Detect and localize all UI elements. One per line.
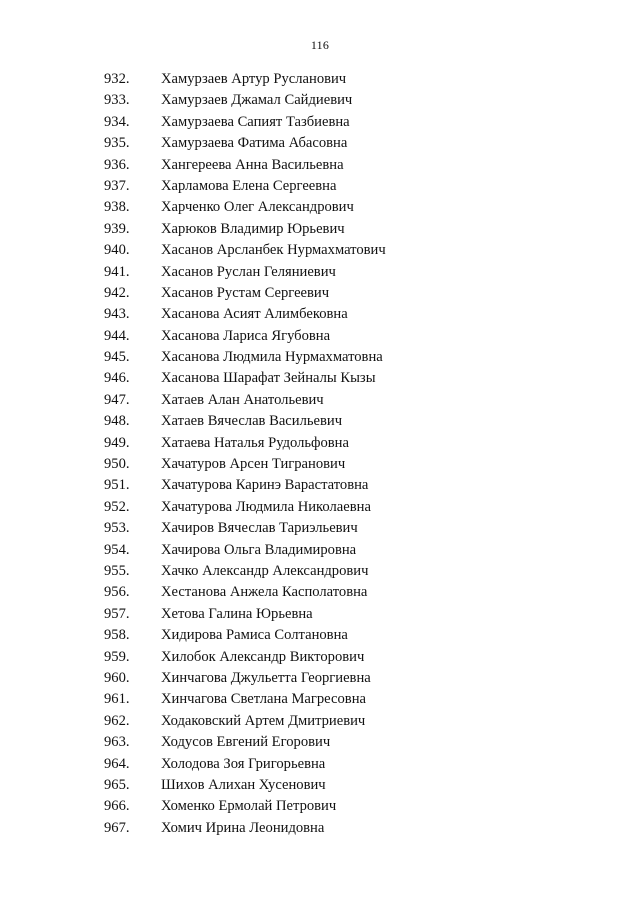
list-item bbox=[0, 176, 640, 197]
entry-name: Хомич Ирина Леонидовна bbox=[161, 819, 325, 836]
entry-name: Хамурзаев Джамал Сайдиевич bbox=[161, 92, 353, 109]
entry-name: Хасанова Лариса Ягубовна bbox=[161, 327, 331, 344]
entry-name: Хасанов Арсланбек Нурмахматович bbox=[161, 242, 386, 259]
list-item bbox=[0, 818, 640, 839]
entry-name: Хасанова Людмила Нурмахматовна bbox=[161, 349, 383, 366]
list-item bbox=[0, 689, 640, 710]
entry-name: Хачко Александр Александрович bbox=[161, 562, 369, 579]
page-number: 116 bbox=[310, 38, 330, 52]
entry-number: 951. bbox=[104, 477, 130, 494]
entry-name: Хатаев Алан Анатольевич bbox=[161, 391, 324, 408]
entry-number: 954. bbox=[104, 541, 130, 558]
list-item bbox=[0, 133, 640, 154]
list-item bbox=[0, 240, 640, 261]
entry-name: Хачатурова Каринэ Варастатовна bbox=[161, 477, 369, 494]
list-item bbox=[0, 368, 640, 389]
list-item bbox=[0, 711, 640, 732]
list-item bbox=[0, 561, 640, 582]
list-item bbox=[0, 197, 640, 218]
list-item bbox=[0, 796, 640, 817]
entry-number: 960. bbox=[104, 669, 130, 686]
name-list bbox=[0, 69, 640, 839]
entry-number: 945. bbox=[104, 349, 130, 366]
entry-name: Хилобок Александр Викторович bbox=[161, 648, 365, 665]
entry-number: 961. bbox=[104, 691, 130, 708]
entry-name: Хасанова Шарафат Зейналы Кызы bbox=[161, 370, 376, 387]
list-item bbox=[0, 604, 640, 625]
entry-number: 934. bbox=[104, 113, 130, 130]
entry-number: 937. bbox=[104, 177, 130, 194]
entry-number: 936. bbox=[104, 156, 130, 173]
entry-name: Ходусов Евгений Егорович bbox=[161, 734, 331, 751]
entry-name: Хинчагова Светлана Магресовна bbox=[161, 691, 366, 708]
entry-number: 941. bbox=[104, 263, 130, 280]
list-item bbox=[0, 304, 640, 325]
entry-name: Хамурзаева Сапият Тазбиевна bbox=[161, 113, 350, 130]
entry-number: 964. bbox=[104, 755, 130, 772]
entry-number: 947. bbox=[104, 391, 130, 408]
entry-name: Ходаковский Артем Дмитриевич bbox=[161, 712, 366, 729]
list-item bbox=[0, 625, 640, 646]
entry-name: Хетова Галина Юрьевна bbox=[161, 605, 313, 622]
list-item bbox=[0, 775, 640, 796]
entry-name: Шихов Алихан Хусенович bbox=[161, 776, 326, 793]
entry-number: 962. bbox=[104, 712, 130, 729]
entry-number: 948. bbox=[104, 413, 130, 430]
entry-name: Хоменко Ермолай Петрович bbox=[161, 798, 337, 815]
list-item bbox=[0, 112, 640, 133]
entry-name: Хидирова Рамиса Солтановна bbox=[161, 627, 348, 644]
entry-name: Хачиров Вячеслав Тариэльевич bbox=[161, 520, 358, 537]
list-item bbox=[0, 647, 640, 668]
entry-number: 956. bbox=[104, 584, 130, 601]
entry-number: 938. bbox=[104, 199, 130, 216]
entry-number: 955. bbox=[104, 562, 130, 579]
entry-name: Хасанов Руслан Геляниевич bbox=[161, 263, 336, 280]
entry-name: Холодова Зоя Григорьевна bbox=[161, 755, 326, 772]
entry-number: 958. bbox=[104, 627, 130, 644]
list-item bbox=[0, 90, 640, 111]
entry-number: 967. bbox=[104, 819, 130, 836]
entry-name: Хатаева Наталья Рудольфовна bbox=[161, 434, 349, 451]
entry-number: 950. bbox=[104, 456, 130, 473]
entry-number: 953. bbox=[104, 520, 130, 537]
entry-name: Хасанов Рустам Сергеевич bbox=[161, 284, 330, 301]
entry-name: Харченко Олег Александрович bbox=[161, 199, 354, 216]
entry-number: 946. bbox=[104, 370, 130, 387]
list-item bbox=[0, 475, 640, 496]
list-item bbox=[0, 262, 640, 283]
list-item bbox=[0, 497, 640, 518]
entry-name: Хачатуров Арсен Тигранович bbox=[161, 456, 346, 473]
entry-number: 963. bbox=[104, 734, 130, 751]
entry-name: Хинчагова Джульетта Георгиевна bbox=[161, 669, 371, 686]
entry-name: Хестанова Анжела Касполатовна bbox=[161, 584, 368, 601]
entry-name: Хатаев Вячеслав Васильевич bbox=[161, 413, 343, 430]
list-item bbox=[0, 454, 640, 475]
list-item bbox=[0, 411, 640, 432]
entry-number: 944. bbox=[104, 327, 130, 344]
entry-number: 943. bbox=[104, 306, 130, 323]
entry-number: 952. bbox=[104, 498, 130, 515]
list-item bbox=[0, 69, 640, 90]
list-item bbox=[0, 732, 640, 753]
list-item bbox=[0, 390, 640, 411]
entry-number: 935. bbox=[104, 135, 130, 152]
list-item bbox=[0, 540, 640, 561]
entry-number: 939. bbox=[104, 220, 130, 237]
list-item bbox=[0, 754, 640, 775]
entry-number: 949. bbox=[104, 434, 130, 451]
list-item bbox=[0, 219, 640, 240]
entry-number: 942. bbox=[104, 284, 130, 301]
entry-number: 965. bbox=[104, 776, 130, 793]
entry-number: 933. bbox=[104, 92, 130, 109]
list-item bbox=[0, 347, 640, 368]
entry-name: Хамурзаева Фатима Абасовна bbox=[161, 135, 348, 152]
list-item bbox=[0, 668, 640, 689]
entry-name: Хасанова Асият Алимбековна bbox=[161, 306, 348, 323]
entry-number: 966. bbox=[104, 798, 130, 815]
list-item bbox=[0, 155, 640, 176]
entry-number: 932. bbox=[104, 71, 130, 87]
list-item bbox=[0, 326, 640, 347]
entry-name: Хамурзаев Артур Русланович bbox=[161, 71, 347, 87]
entry-name: Харюков Владимир Юрьевич bbox=[161, 220, 345, 237]
entry-name: Хачатурова Людмила Николаевна bbox=[161, 498, 371, 515]
entry-number: 940. bbox=[104, 242, 130, 259]
entry-number: 959. bbox=[104, 648, 130, 665]
entry-name: Хангереева Анна Васильевна bbox=[161, 156, 344, 173]
list-item bbox=[0, 433, 640, 454]
entry-name: Харламова Елена Сергеевна bbox=[161, 177, 337, 194]
list-item bbox=[0, 518, 640, 539]
list-item bbox=[0, 283, 640, 304]
entry-number: 957. bbox=[104, 605, 130, 622]
list-item bbox=[0, 582, 640, 603]
entry-name: Хачирова Ольга Владимировна bbox=[161, 541, 357, 558]
